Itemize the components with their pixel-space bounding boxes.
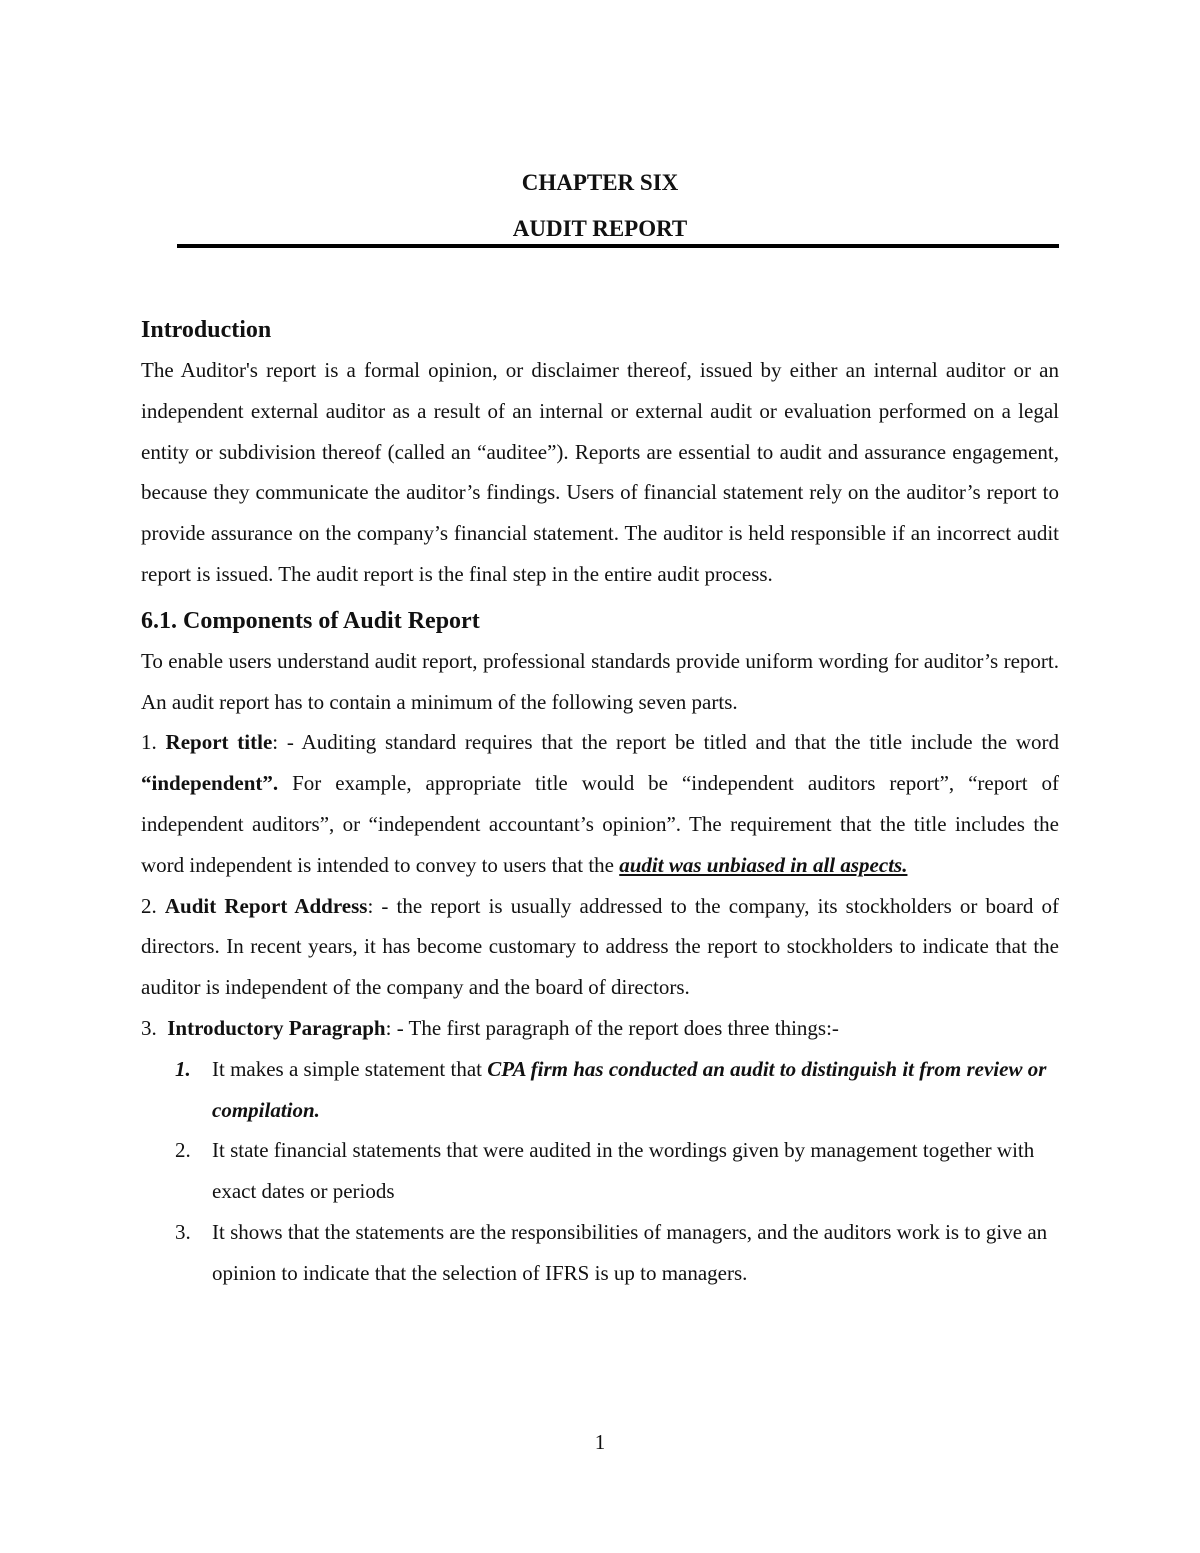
item-report-title xyxy=(141,722,1059,885)
sublist-number: 1. xyxy=(175,1056,191,1081)
chapter-heading: CHAPTER SIX xyxy=(521,170,679,195)
sublist-text: It state financial statements that were audited in the wordings given by management together with exact dates or periods xyxy=(212,1138,1035,1204)
item-number: 2. xyxy=(141,893,157,918)
sublist-number: 3. xyxy=(175,1219,191,1244)
sublist-item xyxy=(141,1049,1059,1131)
item-emphasis: audit was unbiased in all aspects. xyxy=(619,852,908,877)
item-label: Introductory Paragraph xyxy=(167,1015,386,1040)
sublist-number: 2. xyxy=(175,1138,191,1163)
sublist-text: It shows that the statements are the responsibilities of managers, and the auditors work is to give an opinion to indicate that the selection of IFRS is up to managers. xyxy=(212,1219,1048,1285)
item-introductory-paragraph xyxy=(141,1008,1059,1049)
sublist-item xyxy=(141,1212,1059,1294)
item-number: 3. xyxy=(141,1015,157,1040)
item-text-continued: For example, appropriate title would be “independent auditors report”, “report of independent auditors”, or “independent accountant’s opinion”. The requirement that the title includes the word independent is intended to convey to users that the xyxy=(141,771,1059,877)
item-text: : - Auditing standard requires that the report be titled and that the title include the word xyxy=(272,730,1059,755)
document-body xyxy=(141,310,1059,1294)
components-heading: 6.1. Components of Audit Report xyxy=(141,607,480,634)
item-label: Report title xyxy=(165,730,273,755)
chapter-title: AUDIT REPORT xyxy=(512,216,688,241)
item-bold-word: “independent”. xyxy=(141,771,279,796)
item-audit-report-address xyxy=(141,886,1059,1008)
title-underline-rule xyxy=(177,244,1059,248)
sublist-text: It makes a simple statement that xyxy=(212,1056,488,1081)
introduction-paragraph: The Auditor's report is a formal opinion, or disclaimer thereof, issued by either an internal auditor or an independent external auditor as a result of an internal or external audit or evaluation performed on a legal entity or subdivision thereof (called an “auditee”). Reports are essential to audit and assurance engagement, because they communicate the auditor’s findings. Users of financial statement rely on the auditor’s report to provide assurance on the company’s financial statement. The auditor is held responsible if an incorrect audit report is issued. The audit report is the final step in the entire audit process. xyxy=(141,358,1059,586)
page-number: 1 xyxy=(594,1430,606,1454)
item-number: 1. xyxy=(141,730,157,755)
item-text: : - the report is usually addressed to the company, its stockholders or board of directors. In recent years, it has become customary to address the report to stockholders to indicate that the auditor is independent of the company and the board of directors. xyxy=(141,893,1059,1000)
introduction-heading: Introduction xyxy=(141,317,272,343)
components-intro-paragraph: To enable users understand audit report, professional standards provide uniform wording for auditor’s report. An audit report has to contain a minimum of the following seven parts. xyxy=(141,648,1059,714)
item-label: Audit Report Address xyxy=(164,893,368,918)
sublist-emphasis: CPA firm has conducted an audit to distinguish it from review or compilation. xyxy=(212,1056,1047,1122)
sublist-item xyxy=(141,1130,1059,1212)
introductory-paragraph-sublist xyxy=(141,1049,1059,1294)
item-text: : - The first paragraph of the report does three things:- xyxy=(385,1015,839,1040)
